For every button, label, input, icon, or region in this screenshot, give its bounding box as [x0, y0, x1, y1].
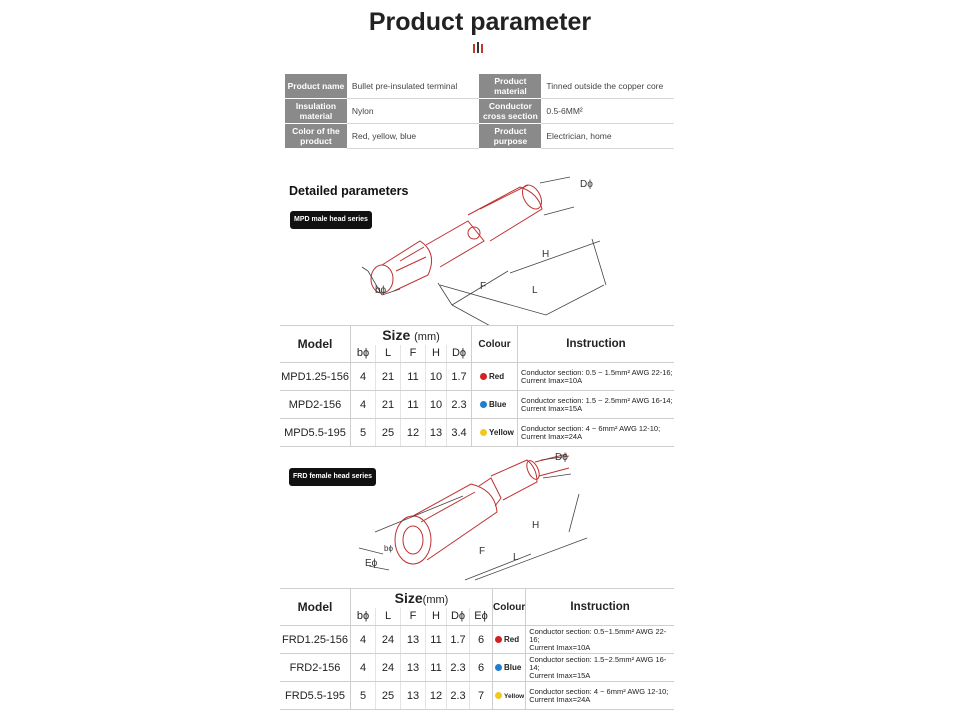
instruction-line: Conductor section: 1.5 ~ 2.5mm² AWG 16-14;: [521, 395, 673, 405]
value-cell: 5: [351, 682, 376, 710]
value-cell: 21: [376, 391, 401, 419]
blue-dot-icon: [480, 401, 487, 408]
param-row: [285, 99, 674, 124]
param-key: Product material: [479, 74, 541, 99]
value-cell: 4: [351, 391, 376, 419]
colour-label: Yellow: [489, 428, 514, 437]
col-header: L: [376, 345, 401, 363]
instruction-line: Conductor section: 4 ~ 6mm² AWG 12-10;: [521, 423, 661, 433]
female-series-badge: FRD female head series: [289, 468, 376, 486]
instruction-line: Current Imax=10A: [529, 642, 591, 652]
model-cell: MPD2-156: [280, 391, 351, 419]
red-dot-icon: [495, 636, 502, 643]
size-header: [351, 589, 493, 608]
table-row: [280, 419, 674, 447]
model-cell: FRD1.25-156: [280, 626, 351, 654]
value-cell: 10: [426, 363, 447, 391]
dim-label-l: L: [532, 285, 538, 296]
colour-cell: [493, 682, 526, 710]
blue-dot-icon: [495, 664, 502, 671]
value-cell: 11: [401, 391, 426, 419]
param-key: Conductor cross section: [479, 99, 541, 124]
colour-label: Blue: [504, 663, 522, 672]
dim-label-d: Dϕ: [580, 179, 593, 190]
param-value: Nylon: [347, 99, 480, 124]
table-row: [280, 626, 674, 654]
value-cell: 13: [401, 682, 426, 710]
colour-header: Colour: [472, 326, 518, 363]
col-header: H: [426, 608, 447, 626]
female-terminal-diagram: [355, 448, 595, 583]
male-series-badge: MPD male head series: [290, 211, 372, 229]
model-cell: FRD5.5-195: [280, 682, 351, 710]
col-header: Dϕ: [447, 608, 470, 626]
table-row: [280, 682, 674, 710]
param-key: Product name: [285, 74, 347, 99]
red-dot-icon: [480, 373, 487, 380]
param-row: [285, 124, 674, 149]
value-cell: 5: [351, 419, 376, 447]
value-cell: 10: [426, 391, 447, 419]
value-cell: 13: [426, 419, 447, 447]
page-title: Product parameter: [368, 8, 592, 36]
value-cell: 4: [351, 363, 376, 391]
value-cell: 13: [401, 654, 426, 682]
model-cell: MPD5.5-195: [280, 419, 351, 447]
instruction-line: Conductor section: 1.5~2.5mm² AWG 16-14;: [529, 654, 667, 672]
value-cell: 25: [376, 682, 401, 710]
colour-label: Red: [504, 635, 520, 644]
value-cell: 11: [426, 654, 447, 682]
value-cell: 4: [351, 626, 376, 654]
value-cell: 21: [376, 363, 401, 391]
value-cell: 6: [470, 654, 493, 682]
dim-label-d: Dϕ: [555, 452, 568, 463]
instruction-cell: [526, 682, 674, 710]
colour-cell: [472, 363, 518, 391]
value-cell: 2.3: [447, 682, 470, 710]
size-header-label: Size: [394, 590, 423, 607]
value-cell: 13: [401, 626, 426, 654]
detailed-parameters-heading: Detailed parameters: [289, 184, 409, 198]
value-cell: 24: [376, 626, 401, 654]
dim-label-f: F: [479, 546, 486, 557]
instruction-line: Current Imax=15A: [529, 670, 591, 680]
param-value: Electrician, home: [541, 124, 674, 149]
dim-label-e: Eϕ: [365, 558, 378, 569]
product-parameter-table: [285, 74, 674, 149]
instruction-cell: [526, 626, 674, 654]
model-cell: FRD2-156: [280, 654, 351, 682]
value-cell: 12: [401, 419, 426, 447]
dim-label-h: H: [542, 249, 550, 260]
col-header: bϕ: [351, 608, 376, 626]
instruction-line: Conductor section: 0.5~1.5mm² AWG 22-16;: [529, 626, 667, 644]
male-terminal-diagram: [360, 175, 610, 325]
colour-label: Yellow: [504, 692, 525, 700]
colour-cell: [493, 626, 526, 654]
value-cell: 1.7: [447, 363, 472, 391]
instruction-header: Instruction: [518, 326, 675, 363]
title-decoration-icon: [472, 42, 488, 54]
female-sleeve-opening: [395, 516, 431, 564]
instruction-line: Current Imax=15A: [521, 403, 583, 413]
instruction-cell: [518, 419, 675, 447]
dim-label-b: bϕ: [384, 544, 393, 553]
value-cell: 6: [470, 626, 493, 654]
table-row: [280, 363, 674, 391]
value-cell: 4: [351, 654, 376, 682]
value-cell: 2.3: [447, 654, 470, 682]
dim-label-b: bϕ: [375, 285, 387, 296]
female-spec-table: [280, 588, 674, 710]
colour-header: Colour: [493, 589, 526, 626]
colour-label: Red: [489, 372, 505, 381]
instruction-line: Conductor section: 0.5 ~ 1.5mm² AWG 22-16;: [521, 367, 673, 377]
value-cell: 7: [470, 682, 493, 710]
param-key: Product purpose: [479, 124, 541, 149]
col-header: Eϕ: [470, 608, 493, 626]
col-header: Dϕ: [447, 345, 472, 363]
col-header: H: [426, 345, 447, 363]
param-value: Bullet pre-insulated terminal: [347, 74, 480, 99]
dim-label-h: H: [532, 520, 540, 531]
param-value: Tinned outside the copper core: [541, 74, 674, 99]
instruction-cell: [518, 363, 675, 391]
value-cell: 24: [376, 654, 401, 682]
param-row: [285, 74, 674, 99]
param-value: Red, yellow, blue: [347, 124, 480, 149]
colour-cell: [472, 391, 518, 419]
instruction-line: Current Imax=10A: [521, 375, 583, 385]
table-row: [280, 391, 674, 419]
param-key: Color of the product: [285, 124, 347, 149]
dim-label-l: L: [513, 552, 519, 563]
instruction-cell: [518, 391, 675, 419]
value-cell: 11: [426, 626, 447, 654]
col-header: L: [376, 608, 401, 626]
model-header: Model: [280, 589, 351, 626]
instruction-line: Current Imax=24A: [529, 694, 591, 704]
yellow-dot-icon: [495, 692, 502, 699]
colour-label: Blue: [489, 400, 507, 409]
size-unit: (mm): [422, 594, 449, 607]
col-header: F: [401, 608, 426, 626]
value-cell: 12: [426, 682, 447, 710]
colour-cell: [472, 419, 518, 447]
instruction-line: Current Imax=24A: [521, 431, 583, 441]
instruction-line: Conductor section: 4 ~ 6mm² AWG 12-10;: [529, 686, 669, 696]
value-cell: 1.7: [447, 626, 470, 654]
size-header-label: Size: [382, 327, 411, 344]
colour-cell: [493, 654, 526, 682]
model-header: Model: [280, 326, 351, 363]
size-header: [351, 326, 472, 345]
dim-label-f: F: [480, 281, 487, 292]
value-cell: 11: [401, 363, 426, 391]
table-row: [280, 654, 674, 682]
yellow-dot-icon: [480, 429, 487, 436]
instruction-header: Instruction: [526, 589, 674, 626]
value-cell: 25: [376, 419, 401, 447]
model-cell: MPD1.25-156: [280, 363, 351, 391]
male-spec-table: [280, 325, 674, 447]
value-cell: 2.3: [447, 391, 472, 419]
value-cell: 3.4: [447, 419, 472, 447]
size-unit: (mm): [414, 331, 440, 344]
col-header: bϕ: [351, 345, 376, 363]
param-key: Insulation material: [285, 99, 347, 124]
instruction-cell: [526, 654, 674, 682]
param-value: 0.5-6MM²: [541, 99, 674, 124]
col-header: F: [401, 345, 426, 363]
